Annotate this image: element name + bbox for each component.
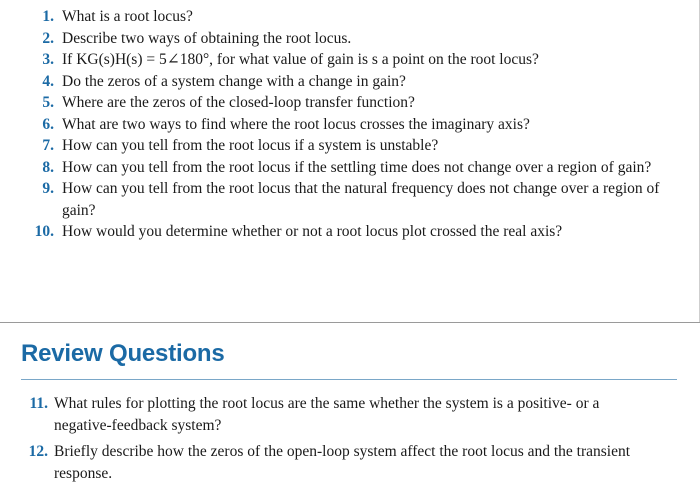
question-text: How can you tell from the root locus that the natural frequency does not change over a region of gain? bbox=[62, 180, 660, 219]
question-item bbox=[0, 6, 700, 28]
question-number: 12. bbox=[28, 443, 48, 460]
question-number: 6. bbox=[42, 115, 54, 133]
question-item bbox=[0, 92, 700, 114]
question-number: 8. bbox=[42, 158, 54, 176]
review-question-list bbox=[0, 393, 700, 484]
question-text: What is a root locus? bbox=[62, 8, 193, 25]
question-item bbox=[0, 135, 700, 157]
question-number: 2. bbox=[42, 29, 54, 47]
question-text: Briefly describe how the zeros of the open-loop system affect the root locus and the transient response. bbox=[54, 443, 631, 482]
question-number: 11. bbox=[29, 395, 48, 412]
heading-underline bbox=[21, 379, 677, 380]
review-question-item bbox=[0, 393, 700, 436]
question-number: 4. bbox=[42, 72, 54, 90]
question-item bbox=[0, 49, 700, 71]
question-number: 9. bbox=[42, 180, 54, 197]
question-item bbox=[0, 178, 700, 221]
question-item bbox=[0, 71, 700, 93]
question-number: 3. bbox=[42, 51, 54, 68]
question-text: What are two ways to find where the root locus crosses the imaginary axis? bbox=[62, 115, 530, 133]
section-divider bbox=[0, 322, 700, 323]
question-number: 5. bbox=[42, 94, 54, 111]
question-text: Where are the zeros of the closed-loop transfer function? bbox=[62, 94, 415, 111]
question-item bbox=[0, 28, 700, 50]
question-text: Do the zeros of a system change with a change in gain? bbox=[62, 72, 406, 90]
question-text: How can you tell from the root locus if a system is unstable? bbox=[62, 137, 439, 154]
question-number: 1. bbox=[42, 8, 54, 25]
question-text: Describe two ways of obtaining the root locus. bbox=[62, 29, 352, 47]
question-number: 7. bbox=[42, 137, 54, 154]
question-item bbox=[0, 114, 700, 136]
question-number: 10. bbox=[34, 223, 54, 240]
question-text: What rules for plotting the root locus are the same whether the system is a positive- or a negative-feedback system? bbox=[54, 395, 600, 434]
review-questions-heading: Review Questions bbox=[21, 340, 225, 367]
question-item bbox=[0, 157, 700, 179]
question-text: How can you tell from the root locus if the settling time does not change over a region of gain? bbox=[62, 158, 652, 176]
question-text: If KG(s)H(s) = 5∠180°, for what value of gain is s a point on the root locus? bbox=[62, 51, 539, 68]
question-list bbox=[0, 6, 700, 243]
review-question-item bbox=[0, 441, 700, 484]
question-text: How would you determine whether or not a root locus plot crossed the real axis? bbox=[62, 223, 563, 240]
question-item bbox=[0, 221, 700, 243]
